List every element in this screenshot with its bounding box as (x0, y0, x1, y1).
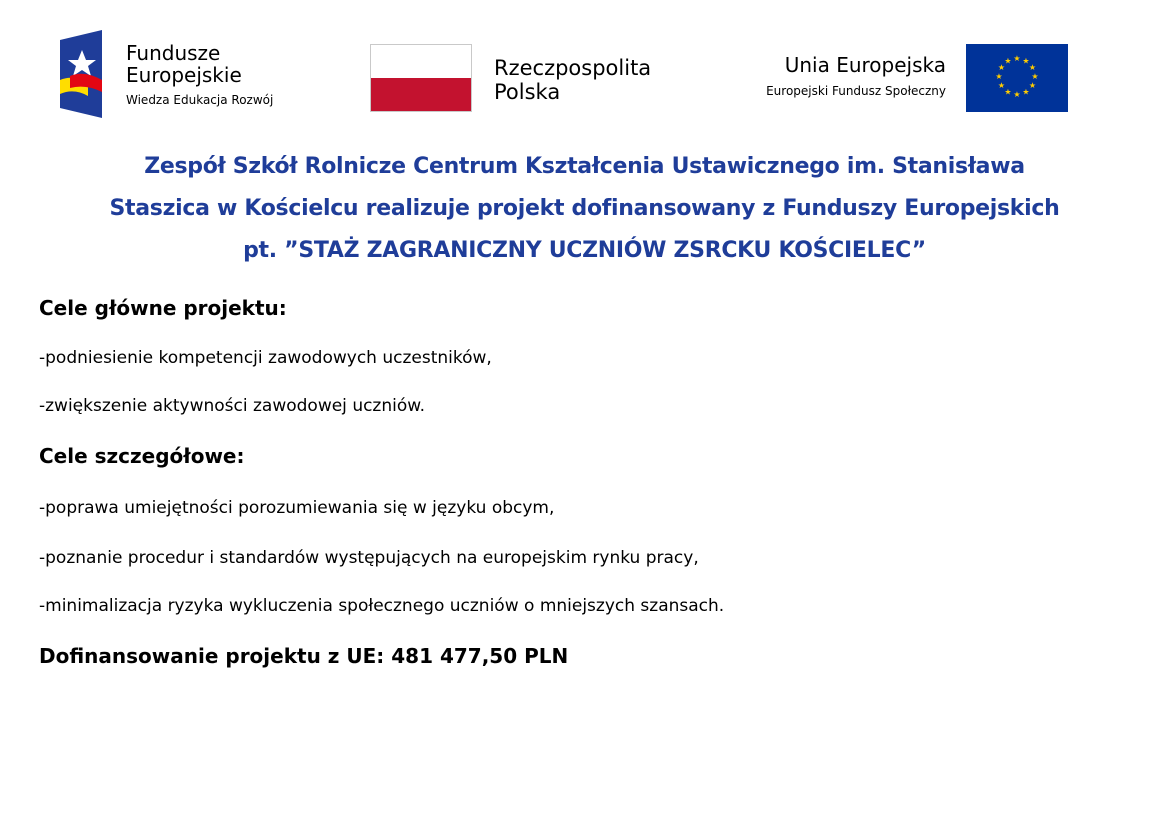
specific-goal-item: -poprawa umiejętności porozumiewania się w języku obcym, (39, 498, 555, 518)
fundusze-subtitle: Wiedza Edukacja Rozwój (126, 93, 274, 107)
svg-text:★: ★ (995, 72, 1003, 81)
unia-europejska-logo (726, 44, 1071, 114)
svg-text:★: ★ (1013, 90, 1021, 99)
specific-goals-title: Cele szczegółowe: (39, 444, 245, 468)
svg-text:★: ★ (1028, 63, 1037, 72)
svg-text:★: ★ (1028, 81, 1037, 90)
svg-text:★: ★ (997, 81, 1006, 90)
svg-text:★: ★ (1022, 87, 1030, 97)
eu-flag-icon (966, 44, 1068, 112)
svg-text:★: ★ (997, 63, 1006, 72)
svg-text:★: ★ (1004, 87, 1012, 97)
fundusze-europejskie-emblem-icon (60, 30, 108, 118)
specific-goal-item: -minimalizacja ryzyka wykluczenia społecznego uczniów o mniejszych szansach. (39, 596, 725, 616)
project-heading (40, 146, 1129, 272)
unia-subtitle: Europejski Fundusz Społeczny (766, 84, 946, 98)
heading-line3: pt. ”STAŻ ZAGRANICZNY UCZNIÓW ZSRCKU KOŚCIELEC” (243, 238, 926, 263)
main-goal-item: -zwiększenie aktywności zawodowej uczniów. (39, 396, 426, 416)
funding-amount: Dofinansowanie projektu z UE: 481 477,50 PLN (39, 644, 569, 668)
unia-title: Unia Europejska (784, 53, 946, 77)
specific-goal-item: -poznanie procedur i standardów występujących na europejskim rynku pracy, (39, 548, 699, 568)
fundusze-europejskie-logo (60, 30, 320, 120)
main-goals-title: Cele główne projektu: (39, 296, 287, 320)
svg-text:★: ★ (1013, 54, 1021, 63)
fundusze-title-line2: Europejskie (126, 63, 242, 87)
main-goal-item: -podniesienie kompetencji zawodowych uczestników, (39, 348, 492, 368)
svg-text:★: ★ (1022, 56, 1030, 66)
rzeczpospolita-line2: Polska (494, 80, 561, 104)
heading-line1: Zespół Szkół Rolnicze Centrum Kształcenia Ustawicznego im. Stanisława (144, 154, 1025, 179)
heading-line2: Staszica w Kościelcu realizuje projekt dofinansowany z Funduszy Europejskich (109, 196, 1060, 221)
svg-text:★: ★ (1004, 56, 1012, 66)
rzeczpospolita-polska-logo (370, 44, 690, 114)
polish-flag-icon (370, 44, 472, 112)
fundusze-title-line1: Fundusze (126, 41, 221, 65)
rzeczpospolita-line1: Rzeczpospolita (494, 56, 652, 80)
svg-text:★: ★ (1031, 72, 1039, 81)
